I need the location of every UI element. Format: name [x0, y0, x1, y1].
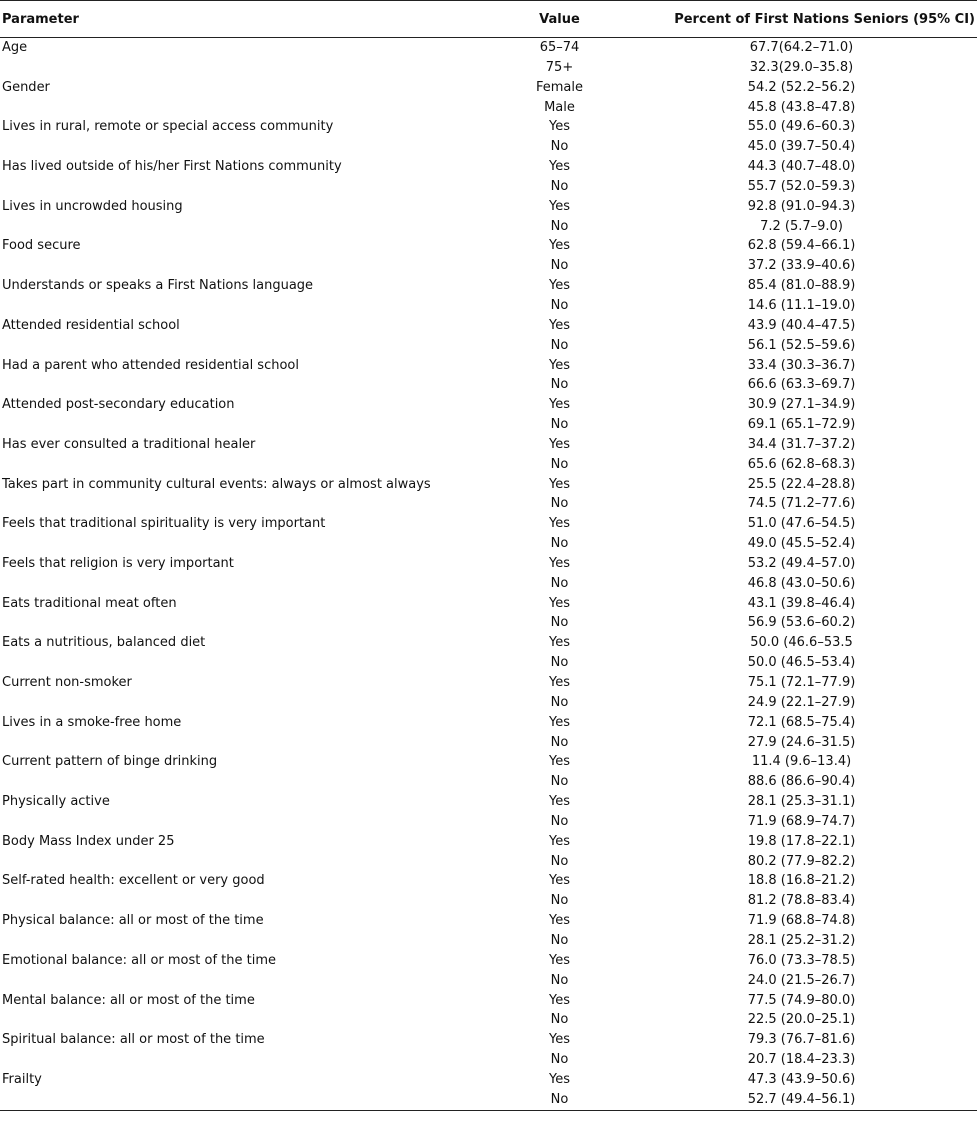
parameter-cell: Feels that religion is very important [2, 555, 234, 571]
value-cell: No [550, 496, 569, 512]
table-row [0, 336, 977, 356]
parameter-cell: Eats a nutritious, balanced diet [2, 635, 206, 651]
percent-cell: 77.5 (74.9–80.0) [747, 992, 856, 1008]
parameter-cell [0, 336, 497, 356]
table-row [0, 514, 977, 534]
table-row [0, 574, 977, 594]
percent-cell: 44.3 (40.7–48.0) [747, 159, 856, 175]
parameter-cell [0, 455, 497, 475]
table-row [0, 1070, 977, 1090]
table-row [0, 177, 977, 197]
table-row [0, 455, 977, 475]
value-cell: Yes [549, 913, 570, 929]
value-cell: Yes [549, 714, 570, 730]
table-row [0, 653, 977, 673]
parameter-cell: Attended post-secondary education [2, 397, 235, 413]
percent-cell: 14.6 (11.1–19.0) [747, 297, 856, 313]
table-row [0, 752, 977, 772]
header-percent: Percent of First Nations Seniors (95% CI) [622, 1, 977, 38]
value-cell: No [550, 139, 569, 155]
percent-cell: 25.5 (22.4–28.8) [747, 476, 856, 492]
percent-cell: 19.8 (17.8–22.1) [747, 833, 856, 849]
parameter-cell [0, 58, 497, 78]
percent-cell: 11.4 (9.6–13.4) [751, 754, 852, 770]
value-cell: Yes [549, 317, 570, 333]
percent-cell: 72.1 (68.5–75.4) [747, 714, 856, 730]
header-value: Value [497, 1, 622, 38]
percent-cell: 76.0 (73.3–78.5) [747, 952, 856, 968]
percent-cell: 27.9 (24.6–31.5) [747, 734, 856, 750]
percent-cell: 43.9 (40.4–47.5) [747, 317, 856, 333]
value-cell: Yes [549, 476, 570, 492]
value-cell: Yes [549, 595, 570, 611]
parameter-cell [0, 733, 497, 753]
percent-cell: 33.4 (30.3–36.7) [747, 357, 856, 373]
percent-cell: 28.1 (25.2–31.2) [747, 932, 856, 948]
parameter-cell: Had a parent who attended residential school [2, 357, 299, 373]
parameter-cell: Current pattern of binge drinking [2, 754, 218, 770]
parameter-cell [0, 375, 497, 395]
value-cell: Yes [549, 992, 570, 1008]
parameter-cell [0, 1090, 497, 1110]
parameter-cell: Emotional balance: all or most of the time [2, 952, 277, 968]
parameter-cell: Physical balance: all or most of the time [2, 913, 264, 929]
value-cell: No [550, 536, 569, 552]
percent-cell: 75.1 (72.1–77.9) [747, 675, 856, 690]
parameter-cell [0, 891, 497, 911]
percent-cell: 65.6 (62.8–68.3) [747, 456, 856, 472]
parameter-cell [0, 1010, 497, 1030]
table-row [0, 832, 977, 852]
parameter-cell [0, 494, 497, 514]
parameter-cell: Gender [2, 79, 50, 95]
percent-cell: 52.7 (49.4–56.1) [747, 1091, 856, 1107]
value-cell: Yes [549, 952, 570, 968]
table-row [0, 296, 977, 316]
percent-cell: 85.4 (81.0–88.9) [747, 278, 856, 294]
percent-cell: 24.0 (21.5–26.7) [747, 972, 856, 988]
parameter-cell: Takes part in community cultural events: always or almost always [2, 476, 431, 492]
percent-cell: 88.6 (86.6–90.4) [747, 774, 856, 790]
value-cell: No [550, 1012, 569, 1028]
percent-cell: 43.1 (39.8–46.4) [747, 595, 856, 611]
table-row [0, 98, 977, 118]
percent-cell: 18.8 (16.8–21.2) [747, 873, 856, 889]
header-parameter: Parameter [0, 1, 497, 38]
percent-cell: 71.9 (68.9–74.7) [747, 813, 856, 829]
table-row [0, 812, 977, 832]
table-row [0, 1010, 977, 1030]
table-row [0, 991, 977, 1011]
parameter-cell [0, 971, 497, 991]
value-cell: No [550, 297, 569, 313]
value-cell: Yes [549, 754, 570, 770]
value-cell: No [550, 575, 569, 591]
value-cell: No [550, 258, 569, 274]
table-row [0, 792, 977, 812]
parameter-cell: Lives in a smoke-free home [2, 714, 182, 730]
value-cell: No [550, 218, 569, 234]
parameter-cell: Understands or speaks a First Nations language [2, 278, 314, 294]
table-row [0, 236, 977, 256]
table-row [0, 971, 977, 991]
table-row [0, 197, 977, 217]
percent-cell: 55.0 (49.6–60.3) [747, 119, 856, 135]
percent-cell: 50.0 (46.5–53.4) [747, 655, 856, 671]
parameter-cell [0, 137, 497, 157]
percent-cell: 37.2 (33.9–40.6) [747, 258, 856, 274]
parameter-cell: Body Mass Index under 25 [2, 833, 175, 849]
table-row [0, 415, 977, 435]
value-cell: No [550, 337, 569, 353]
parameter-cell: Attended residential school [2, 317, 180, 333]
value-cell: Yes [549, 794, 570, 810]
table-row [0, 395, 977, 415]
value-cell: Yes [549, 675, 570, 690]
percent-cell: 28.1 (25.3–31.1) [747, 794, 856, 810]
parameter-cell: Spiritual balance: all or most of the time [2, 1032, 265, 1048]
table-row [0, 356, 977, 376]
parameter-cell [0, 296, 497, 316]
header-row [0, 1, 977, 38]
value-cell: No [550, 615, 569, 631]
parameter-cell: Has lived outside of his/her First Nations community [2, 159, 342, 175]
table-row [0, 276, 977, 296]
percent-cell: 53.2 (49.4–57.0) [747, 555, 856, 571]
percent-cell: 45.0 (39.7–50.4) [747, 139, 856, 155]
value-cell: No [550, 853, 569, 869]
value-cell: No [550, 694, 569, 710]
bottom-rule [0, 1110, 977, 1111]
table-body [0, 38, 977, 1110]
table-row [0, 58, 977, 78]
parameter-cell [0, 613, 497, 633]
table-row [0, 494, 977, 514]
table-row [0, 475, 977, 495]
parameter-cell: Food secure [2, 238, 81, 254]
value-cell: No [550, 377, 569, 393]
percent-cell: 67.7(64.2–71.0) [749, 40, 854, 55]
table-row [0, 852, 977, 872]
parameter-cell [0, 98, 497, 118]
percent-cell: 30.9 (27.1–34.9) [747, 397, 856, 413]
percent-cell: 69.1 (65.1–72.9) [747, 417, 856, 433]
percent-cell: 71.9 (68.8–74.8) [747, 913, 856, 929]
parameter-cell [0, 772, 497, 792]
percent-cell: 74.5 (71.2–77.6) [747, 496, 856, 512]
parameter-cell: Self-rated health: excellent or very good [2, 873, 265, 889]
value-cell: No [550, 456, 569, 472]
table-row [0, 613, 977, 633]
parameter-cell [0, 812, 497, 832]
value-cell: Yes [549, 1032, 570, 1048]
percent-cell: 22.5 (20.0–25.1) [747, 1012, 856, 1028]
table-row [0, 594, 977, 614]
table-row [0, 911, 977, 931]
value-cell: Yes [549, 198, 570, 214]
percent-cell: 56.1 (52.5–59.6) [747, 337, 856, 353]
parameter-cell: Has ever consulted a traditional healer [2, 436, 256, 452]
table-row [0, 693, 977, 713]
value-cell: Yes [549, 436, 570, 452]
table-row [0, 871, 977, 891]
parameter-cell [0, 1050, 497, 1070]
table-row [0, 713, 977, 733]
percent-cell: 66.6 (63.3–69.7) [747, 377, 856, 393]
table-row [0, 931, 977, 951]
parameter-cell: Age [2, 40, 28, 55]
parameter-cell [0, 217, 497, 237]
percent-cell: 32.3(29.0–35.8) [749, 59, 854, 75]
table-row [0, 1030, 977, 1050]
table-row [0, 891, 977, 911]
parameter-cell: Frailty [2, 1071, 42, 1087]
percent-cell: 51.0 (47.6–54.5) [747, 516, 856, 532]
value-cell: No [550, 1052, 569, 1068]
percent-cell: 34.4 (31.7–37.2) [747, 436, 856, 452]
percent-cell: 80.2 (77.9–82.2) [747, 853, 856, 869]
value-cell: 65–74 [539, 40, 580, 55]
parameter-cell [0, 852, 497, 872]
value-cell: Female [535, 79, 583, 95]
percent-cell: 55.7 (52.0–59.3) [747, 178, 856, 194]
parameter-cell [0, 931, 497, 951]
parameter-cell: Mental balance: all or most of the time [2, 992, 255, 1008]
percent-cell: 81.2 (78.8–83.4) [747, 893, 856, 909]
percent-cell: 20.7 (18.4–23.3) [747, 1052, 856, 1068]
percent-cell: 79.3 (76.7–81.6) [747, 1032, 856, 1048]
value-cell: Yes [549, 278, 570, 294]
parameter-cell [0, 653, 497, 673]
value-cell: No [550, 813, 569, 829]
value-cell: No [550, 178, 569, 194]
parameter-cell: Feels that traditional spirituality is very important [2, 516, 326, 532]
parameter-cell [0, 177, 497, 197]
table-row [0, 951, 977, 971]
value-cell: Yes [549, 516, 570, 532]
table-row [0, 375, 977, 395]
table-row [0, 435, 977, 455]
parameter-cell [0, 415, 497, 435]
table-row [0, 673, 977, 693]
value-cell: Yes [549, 357, 570, 373]
table-row [0, 316, 977, 336]
value-cell: No [550, 655, 569, 671]
table-row [0, 117, 977, 137]
value-cell: 75+ [545, 59, 574, 75]
parameter-cell: Current non-smoker [2, 675, 132, 690]
table-row [0, 217, 977, 237]
value-cell: No [550, 417, 569, 433]
parameter-cell: Lives in rural, remote or special access community [2, 119, 334, 135]
percent-cell: 50.0 (46.6–53.5 [750, 635, 853, 651]
table-row [0, 38, 977, 58]
table-row [0, 733, 977, 753]
percent-cell: 92.8 (91.0–94.3) [747, 198, 856, 214]
parameter-cell [0, 693, 497, 713]
percent-cell: 7.2 (5.7–9.0) [760, 218, 843, 234]
value-cell: Yes [549, 159, 570, 175]
table-row [0, 137, 977, 157]
parameter-cell [0, 256, 497, 276]
value-cell: No [550, 893, 569, 909]
table-row [0, 554, 977, 574]
value-cell: Yes [549, 833, 570, 849]
parameter-cell: Lives in uncrowded housing [2, 198, 183, 214]
parameter-cell: Eats traditional meat often [2, 595, 177, 611]
value-cell: No [550, 932, 569, 948]
table-row [0, 78, 977, 98]
value-cell: Yes [549, 119, 570, 135]
parameter-cell [0, 574, 497, 594]
value-cell: No [550, 1091, 569, 1107]
percent-cell: 46.8 (43.0–50.6) [747, 575, 856, 591]
percent-cell: 56.9 (53.6–60.2) [747, 615, 856, 631]
value-cell: No [550, 972, 569, 988]
table-row [0, 256, 977, 276]
parameter-cell [0, 534, 497, 554]
value-cell: No [550, 774, 569, 790]
value-cell: No [550, 734, 569, 750]
table-row [0, 534, 977, 554]
table-row [0, 772, 977, 792]
value-cell: Yes [549, 635, 570, 651]
value-cell: Male [544, 99, 575, 115]
value-cell: Yes [549, 1071, 570, 1087]
table-row [0, 157, 977, 177]
table-row [0, 1090, 977, 1110]
percent-cell: 24.9 (22.1–27.9) [747, 694, 856, 710]
percent-cell: 54.2 (52.2–56.2) [747, 79, 856, 95]
value-cell: Yes [549, 555, 570, 571]
table-row [0, 633, 977, 653]
value-cell: Yes [549, 397, 570, 413]
percent-cell: 45.8 (43.8–47.8) [747, 99, 856, 115]
percent-cell: 62.8 (59.4–66.1) [747, 238, 856, 254]
percent-cell: 49.0 (45.5–52.4) [747, 536, 856, 552]
value-cell: Yes [549, 873, 570, 889]
value-cell: Yes [549, 238, 570, 254]
table-row [0, 1050, 977, 1070]
parameter-cell: Physically active [2, 794, 110, 810]
percent-cell: 47.3 (43.9–50.6) [747, 1071, 856, 1087]
table-header [0, 1, 977, 38]
